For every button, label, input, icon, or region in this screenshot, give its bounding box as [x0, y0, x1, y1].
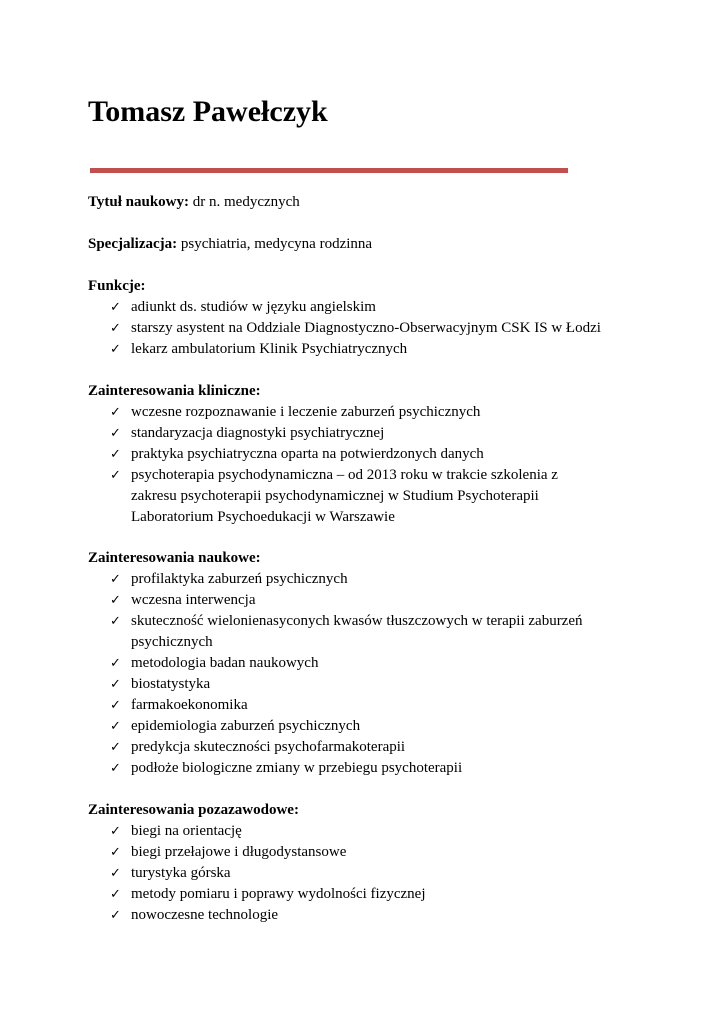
checkmark-icon: ✓ — [110, 300, 121, 315]
checkmark-icon: ✓ — [110, 656, 121, 671]
list-item-text: podłoże biologiczne zmiany w przebiegu psychoterapii — [131, 760, 463, 776]
bullet-list — [88, 821, 648, 926]
section-title: Zainteresowania naukowe: — [88, 550, 261, 566]
list-item-text: turystyka górska — [131, 865, 231, 881]
list-item — [88, 821, 648, 842]
degree-value: dr n. medycznych — [189, 194, 300, 210]
specialization-value: psychiatria, medycyna rodzinna — [177, 236, 373, 252]
specialization-field — [88, 234, 372, 255]
bullet-list — [88, 569, 648, 779]
checkmark-icon: ✓ — [110, 321, 121, 336]
list-item-text: wczesne rozpoznawanie i leczenie zaburzeń psychicznych — [131, 404, 481, 420]
checkmark-icon: ✓ — [110, 593, 121, 608]
list-item-text: nowoczesne technologie — [131, 907, 279, 923]
list-item — [88, 590, 648, 611]
list-item-text: profilaktyka zaburzeń psychicznych — [131, 571, 348, 587]
list-item-text: biegi przełajowe i długodystansowe — [131, 844, 347, 860]
section-clinical-interests — [88, 381, 648, 528]
title-divider — [90, 168, 568, 173]
specialization-label: Specjalizacja: — [88, 236, 178, 252]
list-item-text: epidemiologia zaburzeń psychicznych — [131, 718, 361, 734]
list-item-text: biostatystyka — [131, 676, 211, 692]
section-title: Zainteresowania pozazawodowe: — [88, 802, 299, 818]
bullet-list — [88, 402, 648, 528]
checkmark-icon: ✓ — [110, 447, 121, 462]
checkmark-icon: ✓ — [110, 740, 121, 755]
checkmark-icon: ✓ — [110, 866, 121, 881]
section-hobbies — [88, 800, 648, 926]
section-title: Zainteresowania kliniczne: — [88, 383, 261, 399]
section-scientific-interests — [88, 548, 648, 779]
list-item — [88, 339, 648, 360]
degree-field — [88, 192, 300, 213]
checkmark-icon: ✓ — [110, 405, 121, 420]
list-item-text: starszy asystent na Oddziale Diagnostyczno-Obserwacyjnym CSK IS w Łodzi — [131, 320, 601, 336]
checkmark-icon: ✓ — [110, 887, 121, 902]
section-title: Funkcje: — [88, 278, 146, 294]
list-item — [88, 758, 648, 779]
list-item — [88, 737, 648, 758]
list-item — [88, 905, 648, 926]
list-item-text: skuteczność wielonienasyconych kwasów tłuszczowych w terapii zaburzeń psychicznych — [131, 613, 583, 650]
checkmark-icon: ✓ — [110, 698, 121, 713]
checkmark-icon: ✓ — [110, 677, 121, 692]
list-item — [88, 884, 648, 905]
checkmark-icon: ✓ — [110, 426, 121, 441]
checkmark-icon: ✓ — [110, 342, 121, 357]
list-item — [88, 653, 648, 674]
page-title: Tomasz Pawełczyk — [88, 95, 328, 128]
list-item — [88, 444, 648, 465]
list-item — [88, 423, 648, 444]
list-item — [88, 611, 648, 653]
list-item — [88, 569, 648, 590]
checkmark-icon: ✓ — [110, 908, 121, 923]
list-item-text: farmakoekonomika — [131, 697, 248, 713]
checkmark-icon: ✓ — [110, 761, 121, 776]
list-item-text: praktyka psychiatryczna oparta na potwierdzonych danych — [131, 446, 484, 462]
list-item — [88, 465, 648, 528]
checkmark-icon: ✓ — [110, 468, 121, 483]
checkmark-icon: ✓ — [110, 719, 121, 734]
checkmark-icon: ✓ — [110, 614, 121, 629]
list-item-text: wczesna interwencja — [131, 592, 256, 608]
list-item — [88, 863, 648, 884]
list-item — [88, 297, 648, 318]
list-item-text: biegi na orientację — [131, 823, 242, 839]
list-item-text: predykcja skuteczności psychofarmakoterapii — [131, 739, 406, 755]
checkmark-icon: ✓ — [110, 824, 121, 839]
list-item — [88, 716, 648, 737]
checkmark-icon: ✓ — [110, 845, 121, 860]
list-item — [88, 402, 648, 423]
list-item — [88, 842, 648, 863]
section-functions — [88, 276, 648, 360]
list-item-text: adiunkt ds. studiów w języku angielskim — [131, 299, 376, 315]
bullet-list — [88, 297, 648, 360]
list-item-text: metody pomiaru i poprawy wydolności fizycznej — [131, 886, 426, 902]
list-item-text: psychoterapia psychodynamiczna – od 2013 roku w trakcie szkolenia z zakresu psychoterapii psychodynamicznej w Studium Psychoterapii Laboratorium Psychoedukacji w Warszawie — [131, 467, 558, 525]
checkmark-icon: ✓ — [110, 572, 121, 587]
list-item — [88, 318, 648, 339]
list-item-text: lekarz ambulatorium Klinik Psychiatrycznych — [131, 341, 408, 357]
list-item — [88, 695, 648, 716]
degree-label: Tytuł naukowy: — [88, 194, 190, 210]
list-item — [88, 674, 648, 695]
list-item-text: metodologia badan naukowych — [131, 655, 319, 671]
list-item-text: standaryzacja diagnostyki psychiatrycznej — [131, 425, 385, 441]
